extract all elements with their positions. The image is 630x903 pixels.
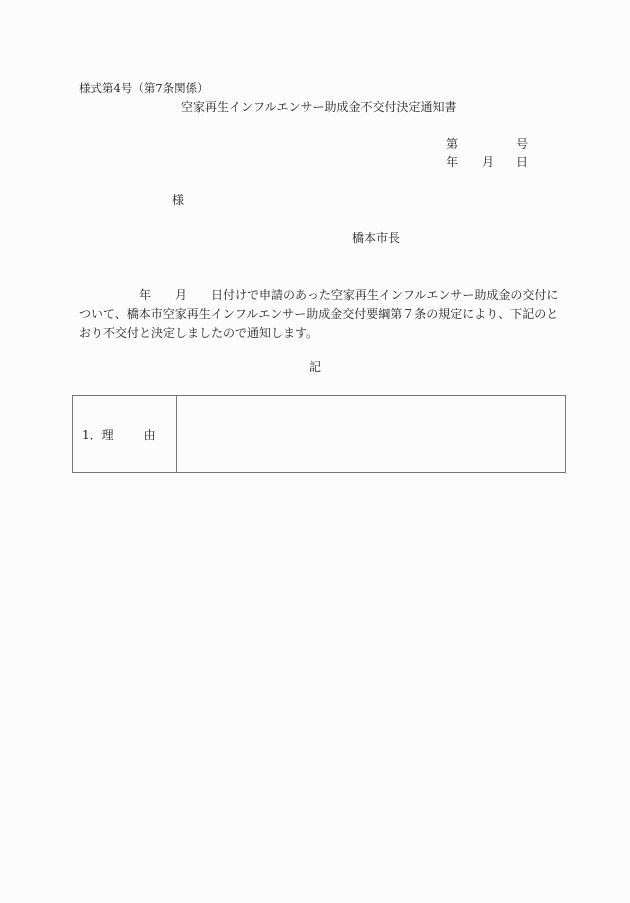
reason-label-char: 由: [143, 427, 156, 442]
reason-table: [72, 395, 566, 473]
notice-body: [79, 286, 559, 343]
notice-body-line: ついて、橋本市空家再生インフルエンサー助成金交付要綱第７条の規定により、下記のと: [79, 307, 559, 321]
reason-item-number: 1．: [82, 427, 102, 442]
ki-notation: 記: [309, 360, 322, 374]
recipient-honorific: 様: [172, 193, 185, 207]
document-number-suffix: 号: [516, 137, 529, 151]
reason-label-cell: [73, 396, 177, 473]
date-year-label: 年: [446, 155, 459, 169]
form-number-label: 様式第4号（第7条関係）: [79, 81, 209, 95]
reason-label-char: 理: [101, 427, 114, 442]
reason-value-cell: [177, 396, 566, 473]
table-row: [73, 396, 566, 473]
date-month-label: 月: [482, 155, 495, 169]
sender-name: 橋本市長: [352, 231, 401, 245]
notice-body-line: 年 月 日付けで申請のあった空家再生インフルエンサー助成金の交付に: [79, 288, 559, 302]
document-number-prefix: 第: [446, 137, 459, 151]
notice-body-line: おり不交付と決定しましたので通知します。: [79, 326, 319, 340]
date-day-label: 日: [516, 155, 529, 169]
document-title: 空家再生インフルエンサー助成金不交付決定通知書: [181, 100, 457, 114]
